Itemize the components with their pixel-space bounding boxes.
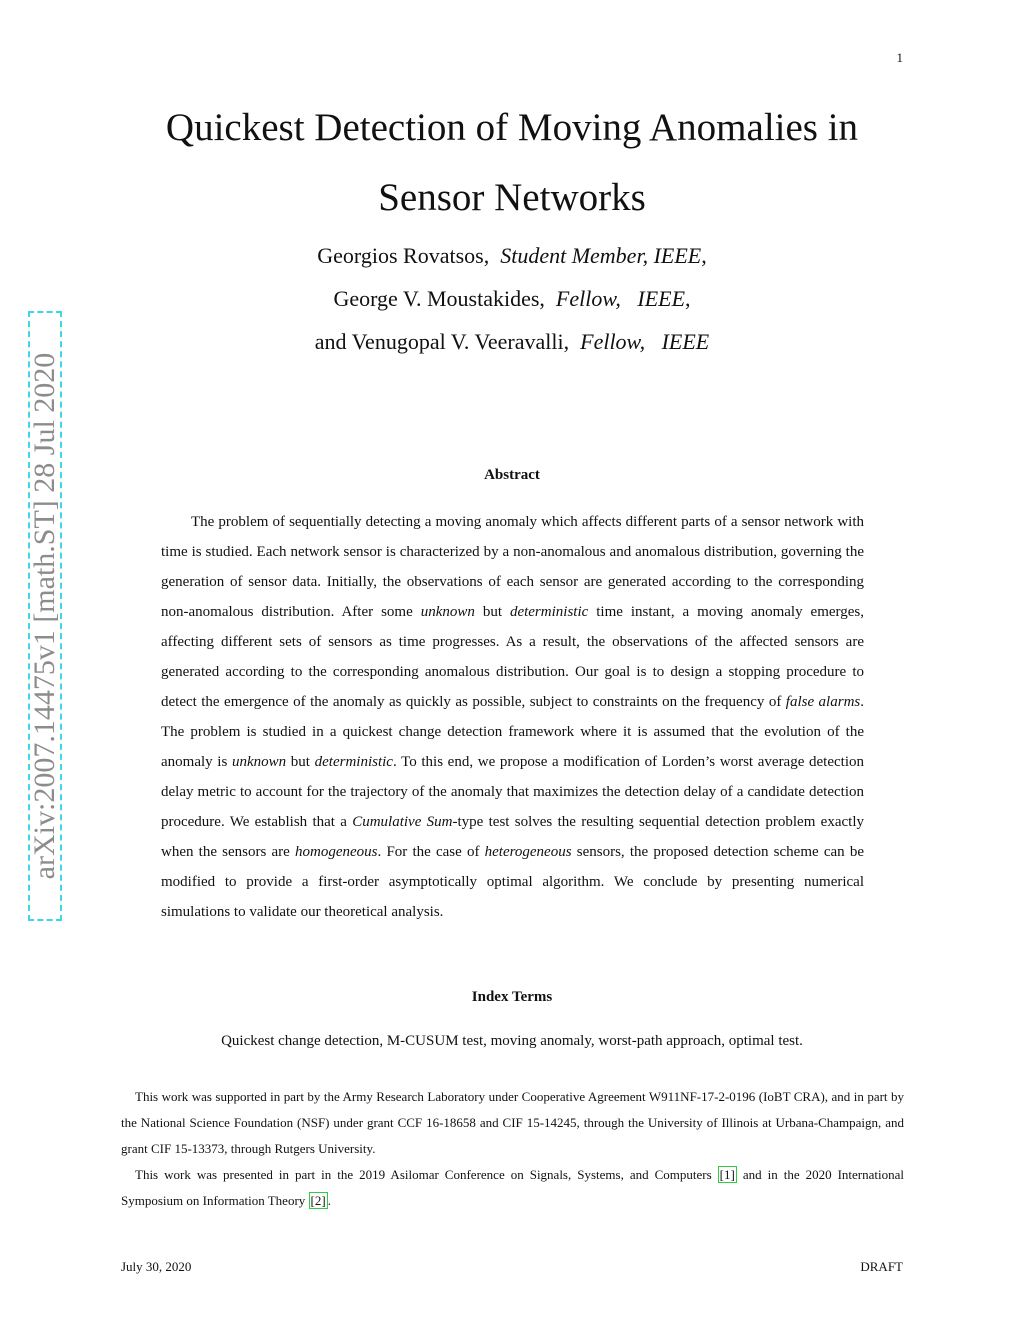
index-terms-heading: Index Terms [471,989,553,1005]
abstract-body [161,507,864,927]
author-role: Fellow, IEEE [555,286,686,311]
abstract-text: -type test solves the resulting sequential detection problem exactly when the sensors are [161,814,864,860]
author-name: and Venugopal V. Veeravalli, [314,329,570,354]
author-name: George V. Moustakides, [333,286,545,311]
abstract-text: sensors, the proposed detection scheme can be modified to provide a first-order asymptotically optimal algorithm. We conclude by presenting numerical simulations to validate our theoretical analysis. [161,844,864,920]
citation-link-1[interactable]: [1] [719,1167,735,1182]
abstract-emphasis: false alarms [785,694,861,710]
title-line-1: Quickest Detection of Moving Anomalies in [165,106,859,149]
author-veeravalli [0,329,1024,355]
abstract-emphasis: unknown [420,604,475,620]
page-number: 1 [896,50,903,65]
abstract-emphasis: deterministic [314,754,393,770]
footer-date: July 30, 2020 [121,1259,192,1274]
author-role: Fellow, IEEE [580,329,710,354]
index-terms-text: Quickest change detection, M-CUSUM test, moving anomaly, worst-path approach, optimal test. [221,1033,803,1049]
abstract-text: The problem of sequentially detecting a moving anomaly which affects different parts of a sensor network with time is studied. Each network sensor is characterized by a non-anomalous and anomalous distribution, governing the generation of sensor data. Initially, the observations of each sensor are generated according to the corresponding non-anomalous distribution. After some [161,514,864,620]
arxiv-identifier-text: arXiv:2007.14475v1 [math.ST] 28 Jul 2020 [28,352,61,880]
abstract-text: . For the case of [377,844,485,860]
abstract-emphasis: deterministic [509,604,589,620]
abstract-text: . To this end, we propose a modification of Lorden’s worst average detection delay metric to account for the trajectory of the anomaly that maximizes the detection delay of a candidate detection procedure. We establish that a [161,754,865,830]
abstract-text: . The problem is studied in a quickest change detection framework where it is assumed that the evolution of the anomaly is [161,694,864,770]
paper-title [0,93,1024,233]
abstract-text: but [474,604,510,620]
author-name: Georgios Rovatsos, [317,243,490,268]
abstract-emphasis: Cumulative Sum [352,814,453,830]
author-moustakides [0,286,1024,312]
abstract-heading: Abstract [484,467,540,483]
abstract-emphasis: homogeneous [295,844,378,860]
title-line-2: Sensor Networks [378,176,646,219]
abstract-text: but [286,754,315,770]
abstract-emphasis: heterogeneous [484,844,572,860]
abstract-text: time instant, a moving anomaly emerges, affecting different sets of sensors as time progresses. As a result, the observations of the affected sensors are generated according to the corresponding anomalous distribution. Our goal is to design a stopping procedure to detect the emergence of the anomaly as quickly as possible, subject to constraints on the frequency of [161,604,864,710]
footer-draft-label: DRAFT [860,1259,903,1274]
arxiv-identifier-stamp[interactable] [28,311,62,921]
footnote-text: and in the 2020 International Symposium on Information Theory [121,1167,904,1208]
author-suffix: , [685,286,691,311]
author-rovatsos [0,243,1024,269]
presentation-footnote [121,1162,904,1214]
abstract-emphasis: unknown [231,754,287,770]
author-role: Student Member, IEEE [500,243,702,268]
author-suffix: , [701,243,707,268]
footnote-text: This work was presented in part in the 2019 Asilomar Conference on Signals, Systems, and Computers [135,1167,718,1182]
funding-footnote: This work was supported in part by the Army Research Laboratory under Cooperative Agreement W911NF-17-2-0196 (IoBT CRA), and in part by the National Science Foundation (NSF) under grant CCF 16-18658 and CIF 15-14245, through the University of Illinois at Urbana-Champaign, and grant CIF 15-13373, through Rutgers University. [121,1089,904,1156]
citation-link-2[interactable]: [2] [310,1193,326,1208]
footnote-text: . [327,1193,331,1208]
